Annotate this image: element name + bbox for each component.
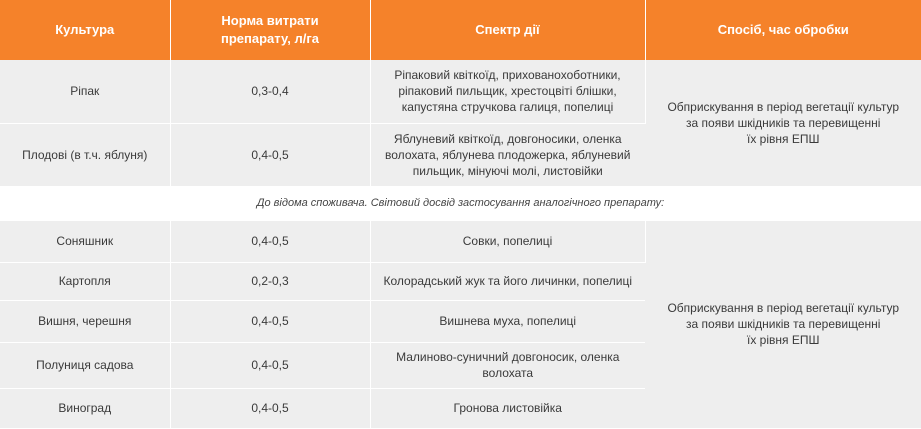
- spectrum-cell: Ріпаковий квіткоїд, прихованохоботники, ріпаковий пильщик, хрестоцвіті блішки, капустяна стручкова галиця, попелиці: [370, 60, 645, 123]
- rate-cell: 0,2-0,3: [170, 262, 370, 300]
- spectrum-cell: Совки, попелиці: [370, 220, 645, 262]
- crop-cell: Плодові (в т.ч. яблуня): [0, 123, 170, 186]
- spectrum-cell: Вишнева муха, попелиці: [370, 300, 645, 342]
- crop-cell: Виноград: [0, 388, 170, 428]
- header-method: Спосіб, час обробки: [645, 0, 921, 60]
- rate-cell: 0,4-0,5: [170, 388, 370, 428]
- consumer-note-row: [0, 186, 921, 220]
- header-rate: Норма витрати препарату, л/га: [170, 0, 370, 60]
- crop-cell: Картопля: [0, 262, 170, 300]
- method-cell: Обприскування в період вегетації культур за появи шкідників та перевищенні їх рівня ЕПШ: [645, 220, 921, 428]
- rate-cell: 0,4-0,5: [170, 123, 370, 186]
- crop-cell: Ріпак: [0, 60, 170, 123]
- rate-cell: 0,4-0,5: [170, 300, 370, 342]
- header-spectrum: Спектр дії: [370, 0, 645, 60]
- spectrum-cell: Яблуневий квіткоїд, довгоносики, оленка волохата, яблунева плодожерка, яблуневий пильщик, мінуючі молі, листовійки: [370, 123, 645, 186]
- consumer-note: До відома споживача. Світовий досвід застосування аналогічного препарату:: [0, 186, 921, 220]
- header-crop: Культура: [0, 0, 170, 60]
- rate-cell: 0,3-0,4: [170, 60, 370, 123]
- crop-cell: Соняшник: [0, 220, 170, 262]
- table-row: [0, 60, 921, 123]
- crop-cell: Полуниця садова: [0, 342, 170, 388]
- rate-cell: 0,4-0,5: [170, 342, 370, 388]
- rate-cell: 0,4-0,5: [170, 220, 370, 262]
- spectrum-cell: Малиново-суничний довгоносик, оленка волохата: [370, 342, 645, 388]
- table-row: [0, 220, 921, 262]
- method-cell: Обприскування в період вегетації культур за появи шкідників та перевищенні їх рівня ЕПШ: [645, 60, 921, 186]
- crop-cell: Вишня, черешня: [0, 300, 170, 342]
- spectrum-cell: Колорадський жук та його личинки, попелиці: [370, 262, 645, 300]
- table-header-row: [0, 0, 921, 60]
- spectrum-cell: Гронова листовійка: [370, 388, 645, 428]
